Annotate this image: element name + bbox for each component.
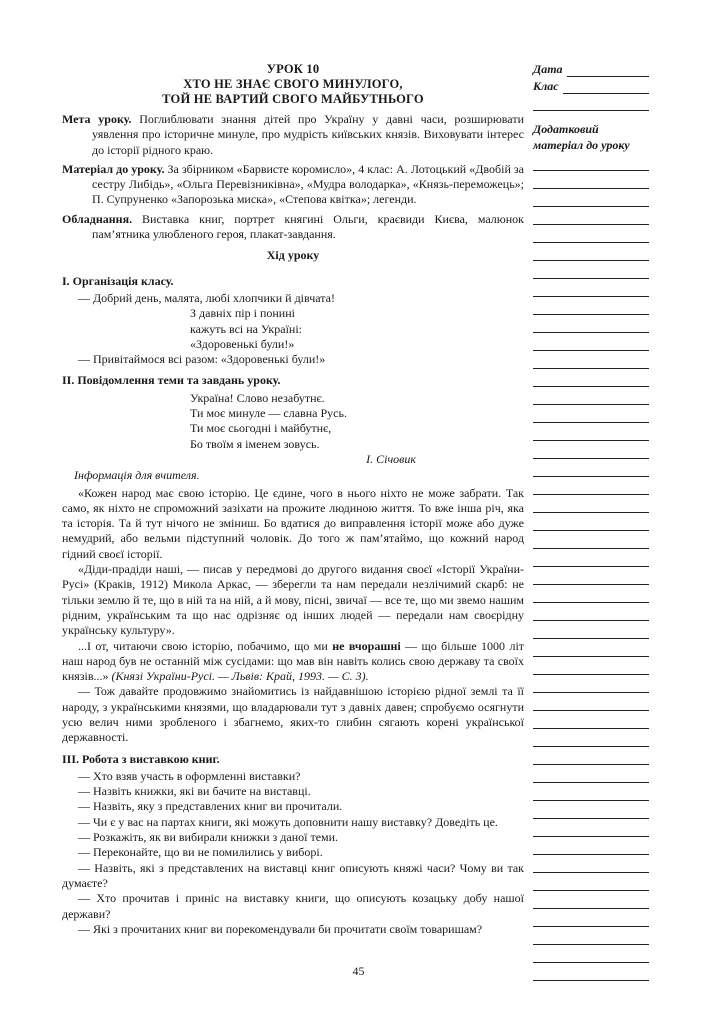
poem-line: Україна! Слово незабутнє. bbox=[190, 390, 325, 405]
paragraph: — Тож давайте продовжимо знайомитись із найдавнішою історією рідної землі та її народу, з українськими князями, що владарювали тут з давніх давен; спробуємо осягнути усю велич ними зробленого і збагнемо, яких-то глибин сягають корені української державності. bbox=[62, 684, 524, 745]
question-item: — Хто прочитав і приніс на виставку книги, що описують козацьку добу нашої держави? bbox=[62, 891, 524, 921]
lesson-material: Матеріал до уроку. За збірником «Барвисте коромисло», 4 клас: А. Лотоцький «Двобій за сестру Либідь», «Ольга Перевізниківна», «Мудра володарка», «Князь-переможець»; П. Супруненко «Запорозька миска», «Степова квітка»; легенди. bbox=[62, 161, 525, 207]
ruled-line bbox=[533, 297, 649, 315]
greeting-response: — Привітаймося всі разом: «Здоровенькі були!» bbox=[78, 352, 326, 367]
ruled-line bbox=[533, 891, 649, 909]
ruled-line bbox=[533, 639, 649, 657]
ruled-line bbox=[533, 279, 649, 297]
poem-line: «Здоровенькі були!» bbox=[190, 336, 295, 351]
paragraph: ...І от, читаючи свою історію, побачимо, що ми не вчорашні — що більше 1000 літ наш народ був не останній між сусідами: що мав він навіть колись свою державу та своїх князів...» (Князі України-Русі. — Львів: Край, 1993. — С. 3). bbox=[62, 638, 525, 684]
question-item: — Які з прочитаних книг ви порекомендували би прочитати своїм товаришам? bbox=[78, 921, 483, 936]
ruled-line bbox=[533, 94, 649, 111]
ruled-line bbox=[533, 459, 649, 477]
question-item: — Переконайте, що ви не помилились у виборі. bbox=[78, 845, 323, 860]
class-label: Клас bbox=[533, 79, 559, 93]
ruled-line bbox=[533, 675, 649, 693]
ruled-line bbox=[533, 783, 649, 801]
page-number: 45 bbox=[352, 964, 365, 978]
paragraph: «Діди-прадіди наші, — писав у передмові до другого видання своєї «Історії України-Русі» (Краків, 1912) Микола Аркас, — зберегли та нам передали незлічимий скарб: не тільки землю й те, що в ній та на ній, а й мову, пісні, звичаї — все те, що ми звемо нашим рідним, українським та що нас одрізняє од інших людей — передали нам своєрідну українську культуру». bbox=[62, 562, 524, 638]
ruled-line bbox=[533, 765, 649, 783]
ruled-line bbox=[533, 819, 649, 837]
ruled-line bbox=[533, 531, 649, 549]
date-blank-line bbox=[567, 65, 649, 77]
question-item: — Назвіть, яку з представлених книг ви прочитали. bbox=[78, 799, 343, 814]
ruled-line bbox=[533, 585, 649, 603]
ruled-line bbox=[533, 243, 649, 261]
ruled-line bbox=[533, 693, 649, 711]
ruled-line bbox=[533, 477, 649, 495]
ruled-line bbox=[533, 405, 649, 423]
poem-line: З давніх пір і понині bbox=[190, 306, 295, 321]
ruled-line bbox=[533, 657, 649, 675]
ruled-line bbox=[533, 603, 649, 621]
lesson-title-line2: ТОЙ НЕ ВАРТИЙ СВОГО МАЙБУТНЬОГО bbox=[162, 92, 424, 106]
greeting-line: — Добрий день, малята, любі хлопчики й дівчата! bbox=[78, 290, 335, 305]
ruled-line bbox=[533, 387, 649, 405]
poem-line: Ти моє минуле — славна Русь. bbox=[190, 406, 347, 421]
question-list bbox=[62, 769, 524, 937]
ruled-line bbox=[533, 873, 649, 891]
class-field bbox=[533, 79, 649, 94]
section-1-title: І. Організація класу. bbox=[62, 273, 174, 288]
section-2-title: ІІ. Повідомлення теми та завдань уроку. bbox=[62, 373, 281, 388]
ruled-line bbox=[533, 333, 649, 351]
ruled-line bbox=[533, 801, 649, 819]
lesson-title-line1: ХТО НЕ ЗНАЄ СВОГО МИНУЛОГО, bbox=[183, 77, 403, 91]
question-item: — Назвіть, які з представлених на виставці книг описують княжі часи? Чому ви так думаєте? bbox=[62, 860, 524, 890]
ruled-line bbox=[533, 729, 649, 747]
ruled-line bbox=[533, 909, 649, 927]
date-field bbox=[533, 62, 649, 77]
ruled-lines bbox=[533, 153, 649, 981]
poem-line: кажуть всі на Україні: bbox=[190, 321, 303, 336]
extra-material-label: Додатковий матеріал до уроку bbox=[533, 122, 630, 152]
lesson-progress-heading: Хід уроку bbox=[266, 248, 320, 263]
class-blank-line bbox=[563, 82, 649, 94]
ruled-line bbox=[533, 369, 649, 387]
ruled-line bbox=[533, 423, 649, 441]
question-item: — Чи є у вас на партах книги, які можуть доповнити нашу виставку? Доведіть це. bbox=[78, 814, 498, 829]
lesson-number: УРОК 10 bbox=[266, 62, 320, 76]
section-3-title: ІІІ. Робота з виставкою книг. bbox=[62, 751, 220, 766]
ruled-line bbox=[533, 711, 649, 729]
ruled-line bbox=[533, 225, 649, 243]
poem-line: Ти моє сьогодні і майбутнє, bbox=[190, 421, 332, 436]
ruled-line bbox=[533, 621, 649, 639]
lesson-heading bbox=[62, 62, 524, 107]
ruled-line bbox=[533, 927, 649, 945]
poem-author: І. Січовик bbox=[366, 451, 416, 466]
margin-notes-column bbox=[533, 62, 649, 981]
teacher-info-label: Інформація для вчителя. bbox=[74, 468, 200, 483]
lesson-equipment: Обладнання. Виставка книг, портрет княгині Ольги, краєвиди Києва, малюнок пам’ятника улюбленого героя, плакат-завдання. bbox=[62, 211, 525, 242]
poem-line: Бо твоїм я іменем зовусь. bbox=[190, 436, 320, 451]
ruled-line bbox=[533, 171, 649, 189]
ruled-line bbox=[533, 153, 649, 171]
ruled-line bbox=[533, 207, 649, 225]
date-label: Дата bbox=[533, 62, 563, 76]
ruled-line bbox=[533, 567, 649, 585]
question-item: — Розкажіть, як ви вибирали книжки з даної теми. bbox=[78, 830, 339, 845]
ruled-line bbox=[533, 351, 649, 369]
ruled-line bbox=[533, 495, 649, 513]
ruled-line bbox=[533, 189, 649, 207]
ukraine-poem bbox=[62, 391, 524, 452]
ruled-line bbox=[533, 441, 649, 459]
ruled-line bbox=[533, 855, 649, 873]
ruled-line bbox=[533, 837, 649, 855]
ruled-line bbox=[533, 261, 649, 279]
greeting-poem bbox=[62, 306, 524, 352]
ruled-line bbox=[533, 315, 649, 333]
ruled-line bbox=[533, 945, 649, 963]
question-item: — Хто взяв участь в оформленні виставки? bbox=[78, 768, 301, 783]
main-column bbox=[62, 62, 524, 937]
question-item: — Назвіть книжки, які ви бачите на виставці. bbox=[78, 784, 311, 799]
paragraph: «Кожен народ має свою історію. Це єдине, чого в нього ніхто не може забрати. Так само, як ніхто не спроможний зазіхати на прожите людиною життя. То вже інша річ, яка та історія. Та й тут нічого не зміниш. Бо вдатися до виправлення історії може або дуже немудрий, або вельми підступний чоловік. До того ж пам’ятаймо, що кожний народ гідний своєї історії. bbox=[62, 485, 524, 561]
ruled-line bbox=[533, 549, 649, 567]
ruled-line bbox=[533, 747, 649, 765]
ruled-line bbox=[533, 513, 649, 531]
lesson-goal: Мета уроку. Поглиблювати знання дітей про Україну у давні часи, розширювати уявлення про історичне минуле, про мудрість київських князів. Виховувати інтерес до історії рідного краю. bbox=[62, 112, 524, 157]
